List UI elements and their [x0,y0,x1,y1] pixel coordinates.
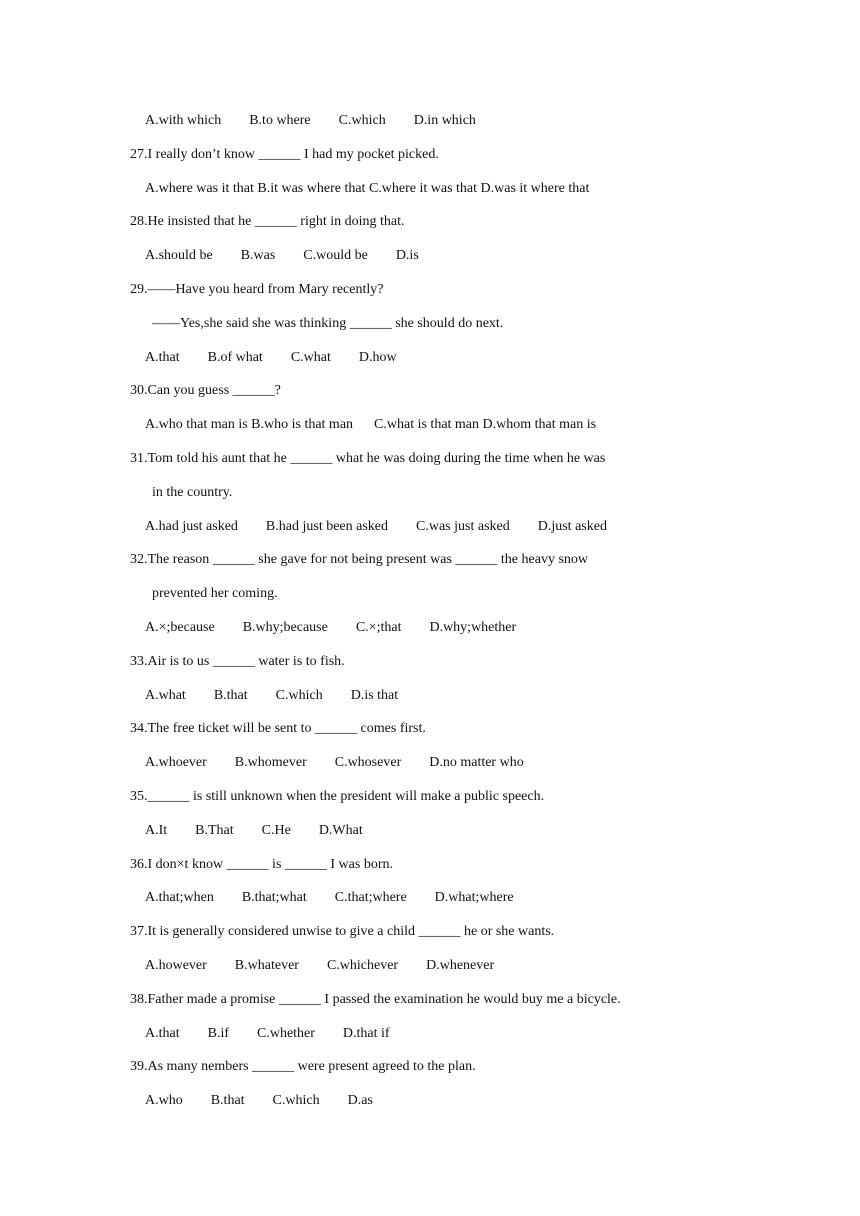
question-continuation: ——Yes,she said she was thinking ______ she should do next. [152,315,504,331]
question-stem: 30.Can you guess ______? [130,383,281,399]
question-stem: 36.I don×t know ______ is ______ I was born. [130,856,393,872]
question-stem: 38.Father made a promise ______ I passed the examination he would buy me a bicycle. [130,991,621,1007]
answer-options: A.that B.of what C.what D.how [145,349,397,365]
question-stem: 35.______ is still unknown when the president will make a public speech. [130,789,545,804]
question-stem: 28.He insisted that he ______ right in doing that. [130,214,405,230]
question-stem: 27.I really don’t know ______ I had my pocket picked. [130,146,439,162]
answer-options: A.whoever B.whomever C.whosever D.no matter who [145,755,524,771]
question-stem: 37.It is generally considered unwise to give a child ______ he or she wants. [130,924,555,940]
question-stem: 39.As many nembers ______ were present agreed to the plan. [130,1059,476,1075]
question-stem: 32.The reason ______ she gave for not being present was ______ the heavy snow [130,552,589,568]
answer-options: A.should be B.was C.would be D.is [145,248,419,264]
question-continuation: prevented her coming. [152,586,278,602]
answer-options: A.who that man is B.who is that man C.what is that man D.whom that man is [145,417,597,433]
answer-options: A.however B.whatever C.whichever D.whenever [145,958,495,973]
question-stem: 31.Tom told his aunt that he ______ what he was doing during the time when he was [130,451,606,466]
answer-options: A.that B.if C.whether D.that if [145,1025,390,1041]
answer-options: A.that;when B.that;what C.that;where D.what;where [145,890,514,906]
answer-options: A.It B.That C.He D.What [145,822,363,838]
answer-options: A.×;because B.why;because C.×;that D.why;whether [145,620,517,635]
question-stem: 34.The free ticket will be sent to ______ comes first. [130,721,426,737]
answer-options: A.had just asked B.had just been asked C.was just asked D.just asked [145,518,607,534]
answer-options: A.who B.that C.which D.as [145,1093,373,1109]
answer-options: A.with which B.to where C.which D.in which [145,113,476,128]
question-stem: 33.Air is to us ______ water is to fish. [130,653,345,669]
question-stem: 29.——Have you heard from Mary recently? [130,282,384,297]
question-continuation: in the country. [152,484,233,500]
answer-options: A.what B.that C.which D.is that [145,687,399,703]
answer-options: A.where was it that B.it was where that C.where it was that D.was it where that [145,180,590,196]
